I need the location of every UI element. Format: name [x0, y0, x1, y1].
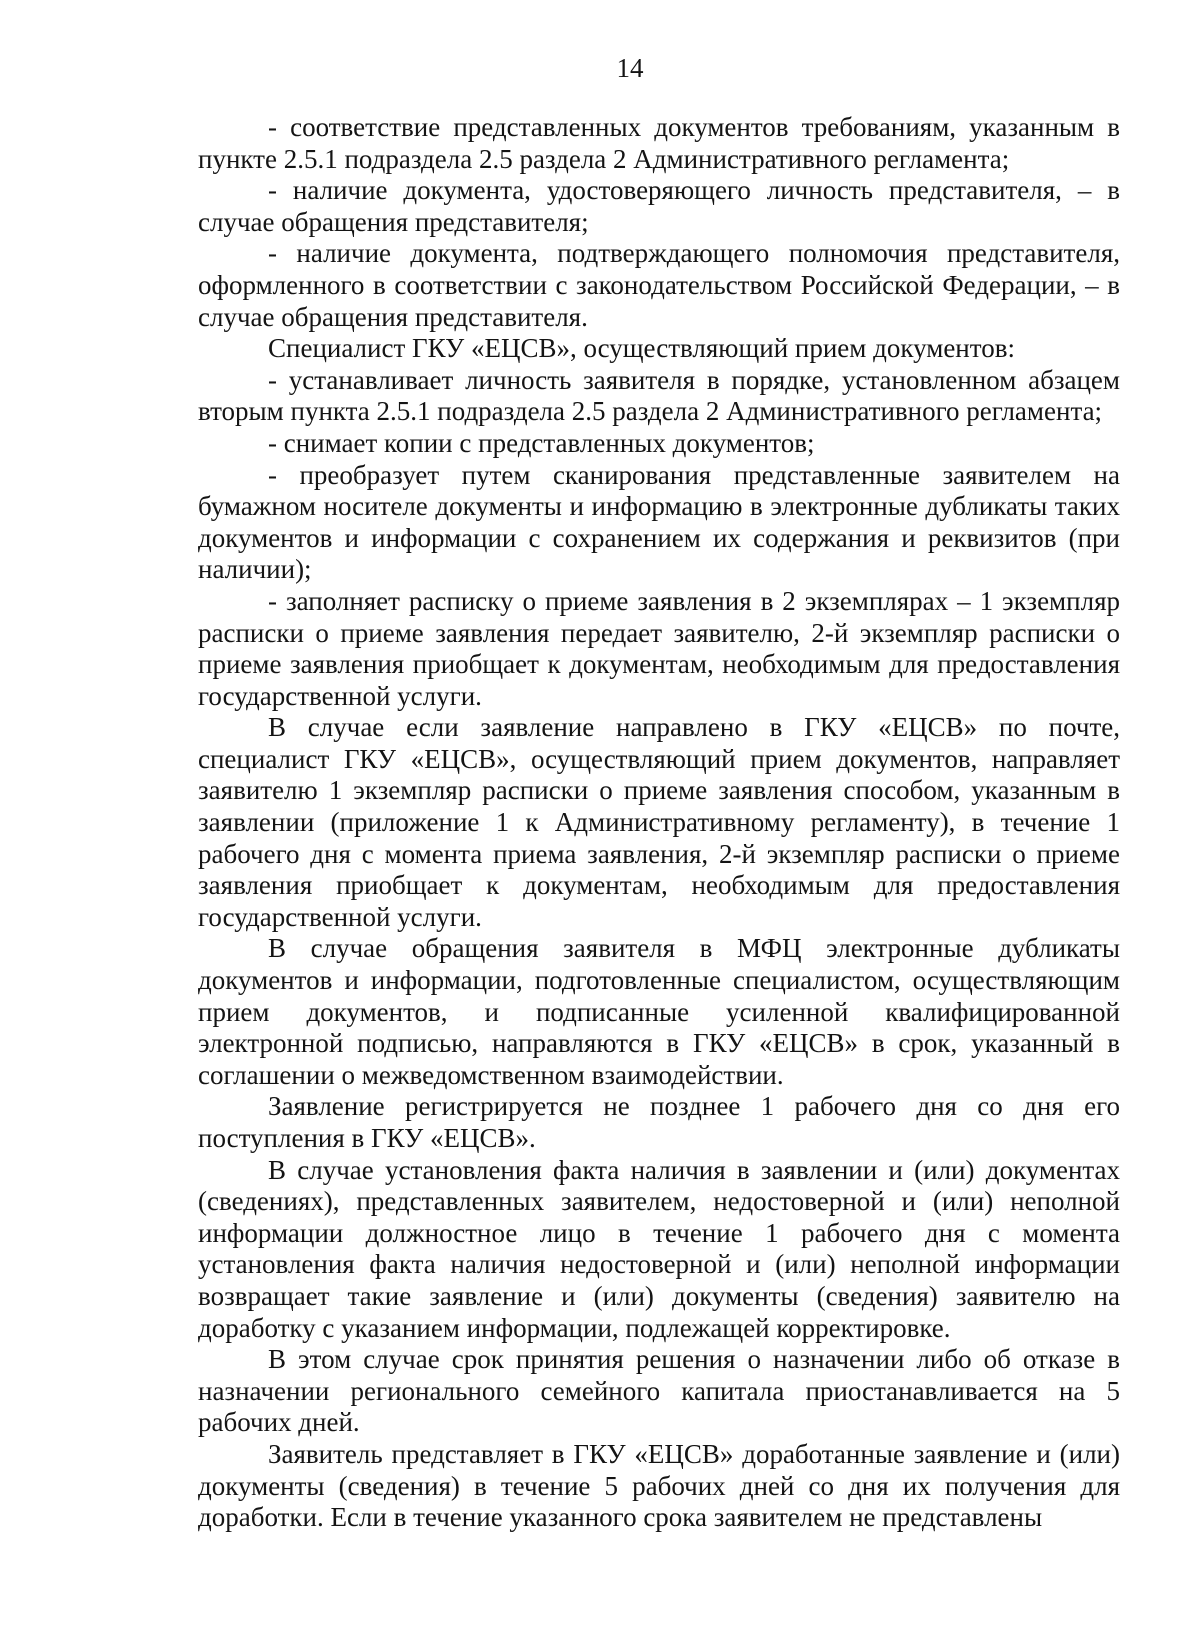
- paragraph-9: В случае если заявление направлено в ГКУ «ЕЦСВ» по почте, специалист ГКУ «ЕЦСВ», осуществляющий прием документов, направляет заявителю 1 экземпляр расписки о приеме заявления способом, указанным в заявлении (приложение 1 к Административному регламенту), в течение 1 рабочего дня с момента приема заявления, 2-й экземпляр расписки о приеме заявления приобщает к документам, необходимым для предоставления государственной услуги.: [198, 712, 1120, 932]
- paragraph-13: В этом случае срок принятия решения о назначении либо об отказе в назначении регионального семейного капитала приостанавливается на 5 рабочих дней.: [198, 1344, 1120, 1438]
- paragraph-12: В случае установления факта наличия в заявлении и (или) документах (сведениях), представленных заявителем, недостоверной и (или) неполной информации должностное лицо в течение 1 рабочего дня с момента установления факта наличия недостоверной и (или) неполной информации возвращает такие заявление и (или) документы (сведения) заявителю на доработку с указанием информации, подлежащей корректировке.: [198, 1154, 1120, 1343]
- paragraph-8: - заполняет расписку о приеме заявления в 2 экземплярах – 1 экземпляр расписки о приеме заявления передает заявителю, 2-й экземпляр расписки о приеме заявления приобщает к документам, необходимым для предоставления государственной услуги.: [198, 585, 1120, 711]
- paragraph-10: В случае обращения заявителя в МФЦ электронные дубликаты документов и информации, подготовленные специалистом, осуществляющим прием документов, и подписанные усиленной квалифицированной электронной подписью, направляются в ГКУ «ЕЦСВ» в срок, указанный в соглашении о межведомственном взаимодействии.: [198, 933, 1120, 1090]
- paragraph-11: Заявление регистрируется не позднее 1 рабочего дня со дня его поступления в ГКУ «ЕЦСВ».: [198, 1091, 1120, 1153]
- paragraph-1: - соответствие представленных документов требованиям, указанным в пункте 2.5.1 подраздела 2.5 раздела 2 Административного регламента;: [198, 112, 1120, 174]
- page-number: 14: [616, 53, 644, 83]
- paragraph-7: - преобразует путем сканирования представленные заявителем на бумажном носителе документы и информацию в электронные дубликаты таких документов и информации с сохранением их содержания и реквизитов (при наличии);: [198, 459, 1120, 585]
- document-body: [198, 112, 1120, 1534]
- paragraph-5: - устанавливает личность заявителя в порядке, установленном абзацем вторым пункта 2.5.1 подраздела 2.5 раздела 2 Административного регламента;: [198, 364, 1120, 427]
- paragraph-3: - наличие документа, подтверждающего полномочия представителя, оформленного в соответствии с законодательством Российской Федерации, – в случае обращения представителя.: [198, 238, 1120, 332]
- paragraph-14: Заявитель представляет в ГКУ «ЕЦСВ» доработанные заявление и (или) документы (сведения) в течение 5 рабочих дней со дня их получения для доработки. Если в течение указанного срока заявителем не представлены: [198, 1438, 1120, 1533]
- paragraph-6: - снимает копии с представленных документов;: [268, 427, 815, 458]
- paragraph-2: - наличие документа, удостоверяющего личность представителя, – в случае обращения представителя;: [198, 175, 1120, 237]
- paragraph-4: Специалист ГКУ «ЕЦСВ», осуществляющий прием документов:: [268, 333, 1015, 364]
